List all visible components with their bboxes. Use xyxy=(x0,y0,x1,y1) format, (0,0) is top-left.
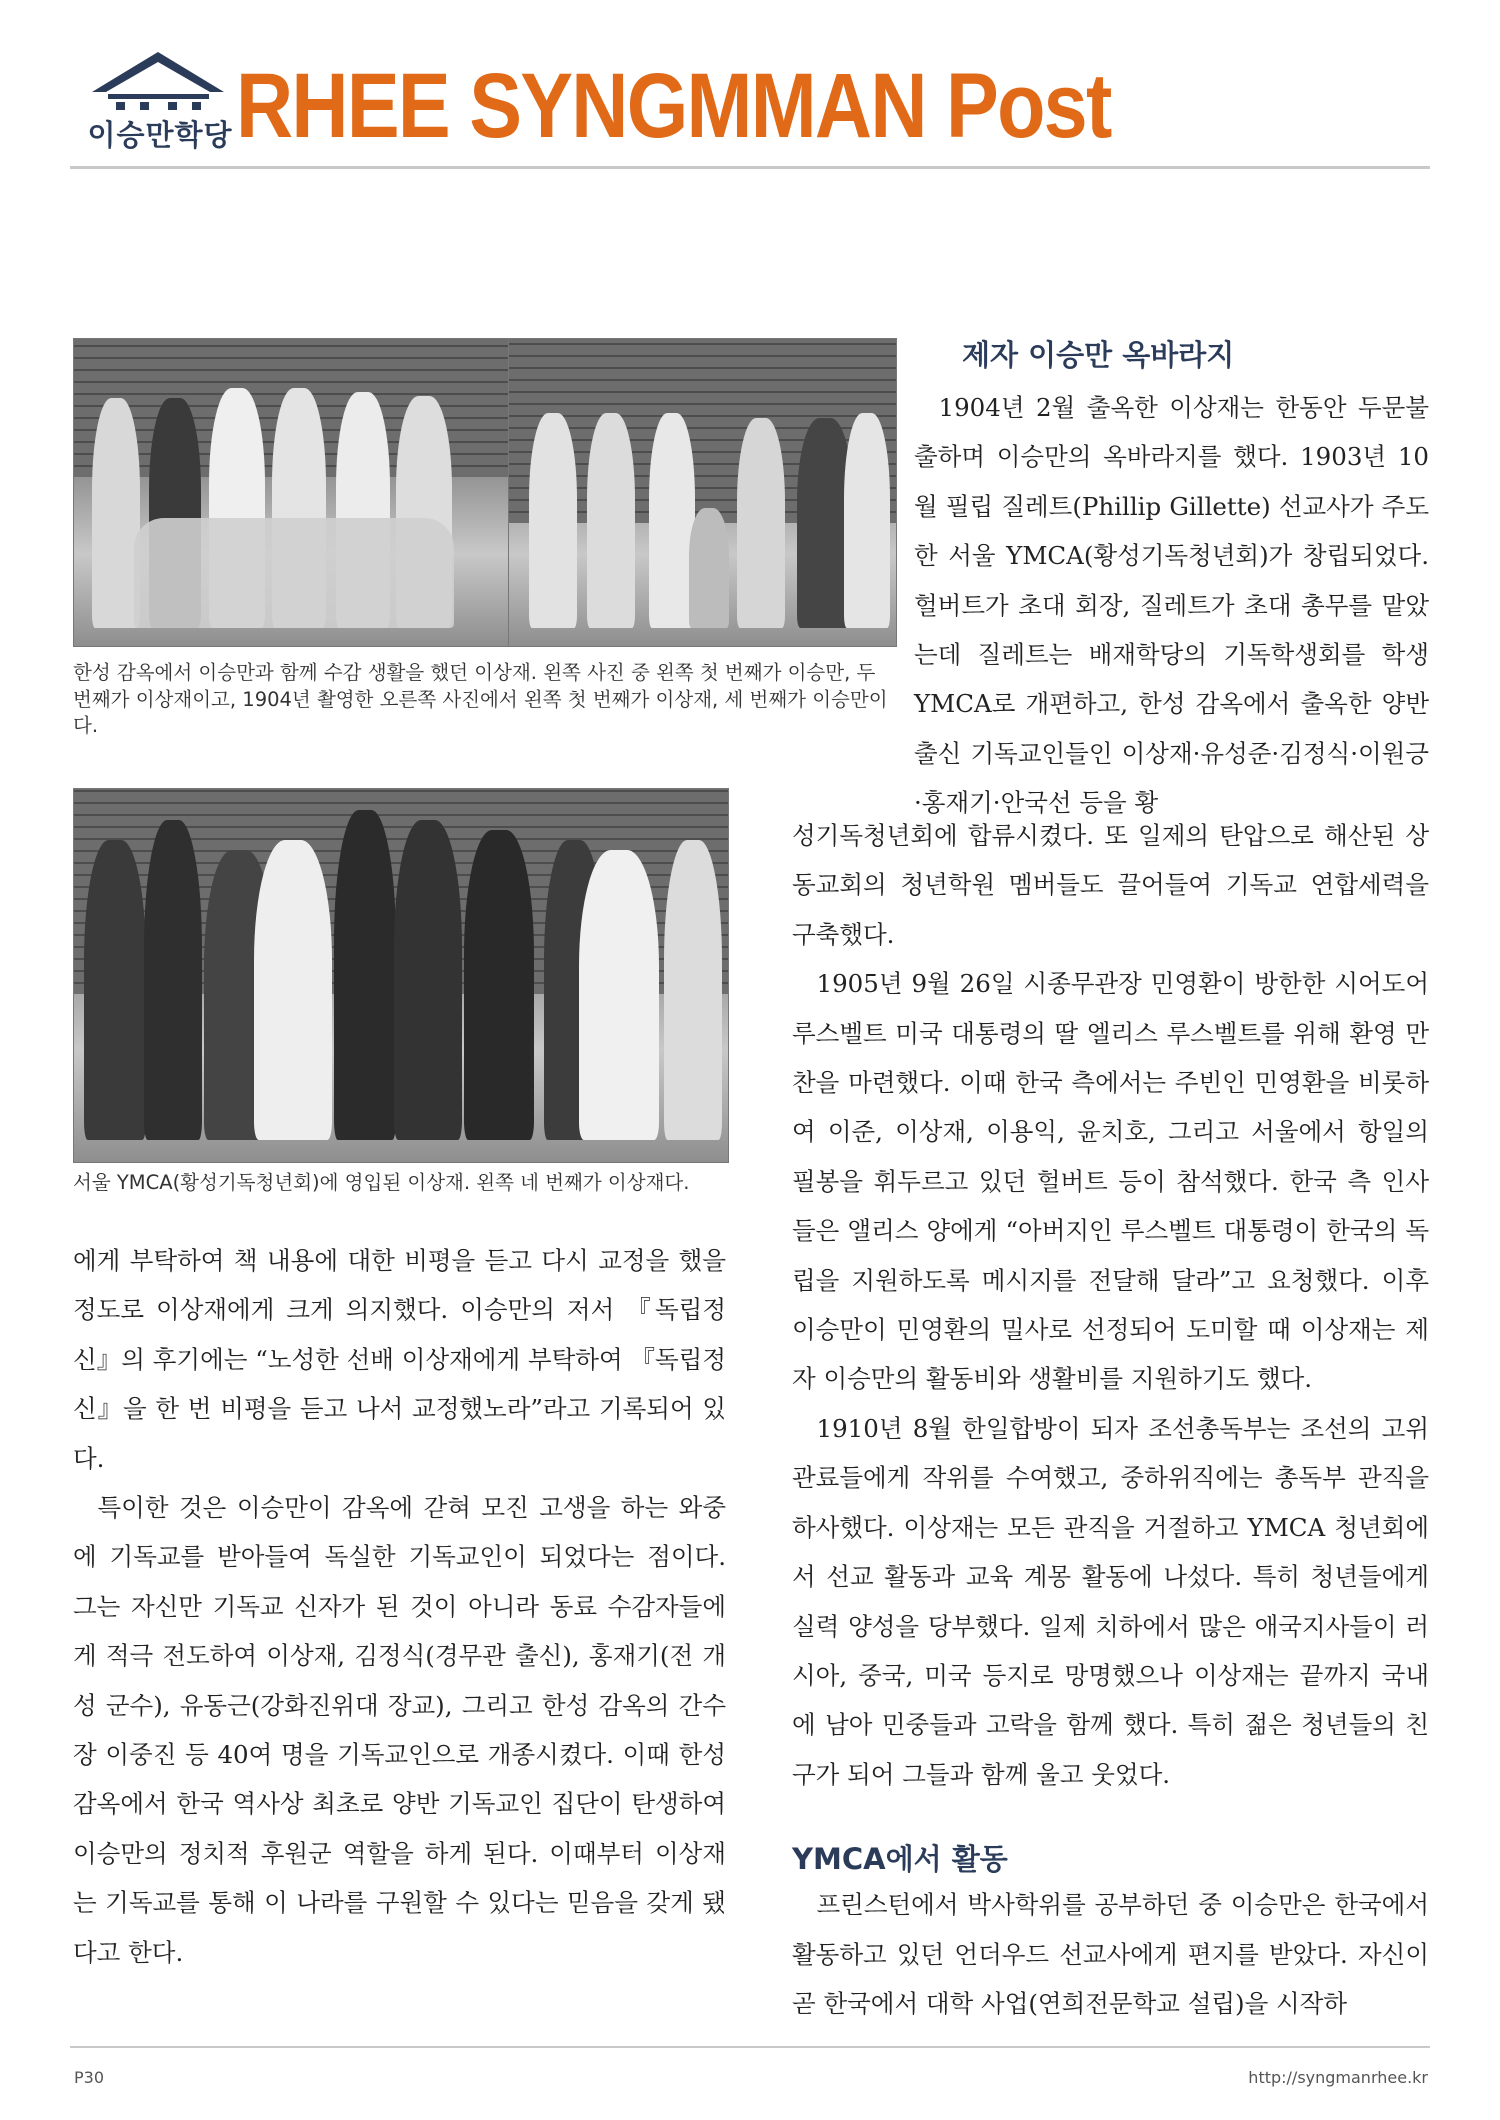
footer-url[interactable]: http://syngmanrhee.kr xyxy=(1248,2068,1428,2087)
right-paragraph-1-top: 1904년 2월 출옥한 이상재는 한동안 두문불출하며 이승만의 옥바라지를 했다. 1903년 10월 필립 질레트(Phillip Gillette) 선교사가 주도한 서울 YMCA(황성기독청년회)가 창립되었다. 헐버트가 초대 회장, 질레트가 초대 총무를 맡았는데 질레트는 배재학당의 기독학생회를 학생 YMCA로 개편하고, 한성 감옥에서 출옥한 양반 출신 기독교인들인 이상재·유성준·김정식·이원긍·홍재기·안국선 등을 황 xyxy=(914,393,1429,818)
left-paragraph-1: 에게 부탁하여 책 내용에 대한 비평을 듣고 다시 교정을 했을 정도로 이상재에게 크게 의지했다. 이승만의 저서 『독립정신』의 후기에는 “노성한 선배 이상재에게 부탁하여 『독립정신』을 한 번 비평을 듣고 나서 교정했노라”라고 기록되어 있다. xyxy=(73,1246,726,1473)
left-paragraph-2: 특이한 것은 이승만이 감옥에 갇혀 모진 고생을 하는 와중에 기독교를 받아들여 독실한 기독교인이 되었다는 점이다. 그는 자신만 기독교 신자가 된 것이 아니라 동료 수감자들에게 적극 전도하여 이상재, 김정식(경무관 출신), 홍재기(전 개성 군수), 유동근(강화진위대 장교), 그리고 한성 감옥의 간수장 이중진 등 40여 명을 기독교인으로 개종시켰다. 이때 한성 감옥에서 한국 역사상 최초로 양반 기독교인 집단이 탄생하여 이승만의 정치적 후원군 역할을 하게 된다. 이때부터 이상재는 기독교를 통해 이 나라를 구원할 수 있다는 믿음을 갖게 됐다고 한다. xyxy=(73,1493,726,1967)
section-heading-prison-support: 제자 이승만 옥바라지 xyxy=(962,338,1235,372)
right-paragraph-3: 1910년 8월 한일합방이 되자 조선총독부는 조선의 고위 관료들에게 작위를 수여했고, 중하위직에는 총독부 관직을 하사했다. 이상재는 모든 관직을 거절하고 YMCA 청년회에서 선교 활동과 교육 계몽 활동에 나섰다. 특히 청년들에게 실력 양성을 당부했다. 일제 치하에서 많은 애국지사들이 러시아, 중국, 미국 등지로 망명했으나 이상재는 끝까지 국내에 남아 민중들과 고락을 함께 했다. 특히 젊은 청년들의 친구가 되어 그들과 함께 울고 웃었다. xyxy=(792,1413,1429,1789)
footer-divider xyxy=(70,2046,1430,2048)
right-column-lower xyxy=(792,811,1429,2028)
right-paragraph-2: 1905년 9월 26일 시종무관장 민영환이 방한한 시어도어 루스벨트 미국 대통령의 딸 엘리스 루스벨트를 위해 환영 만찬을 마련했다. 이때 한국 측에서는 주빈인 민영환을 비롯하여 이준, 이상재, 이용익, 윤치호, 그리고 서울에서 항일의 필봉을 휘두르고 있던 헐버트 등이 참석했다. 한국 측 인사들은 앨리스 양에게 “아버지인 루스벨트 대통령이 한국의 독립을 지원하도록 메시지를 전달해 달라”고 요청했다. 이후 이승만이 민영환의 밀사로 선정되어 도미할 때 이상재는 제자 이승만의 활동비와 생활비를 지원하기도 했다. xyxy=(792,969,1429,1394)
photo1-caption: 한성 감옥에서 이승만과 함께 수감 생활을 했던 이상재. 왼쪽 사진 중 왼쪽 첫 번째가 이승만, 두 번째가 이상재이고, 1904년 촬영한 오른쪽 사진에서 왼쪽 첫 번째가 이상재, 세 번째가 이승만이다. xyxy=(73,661,888,738)
prison-photo-left xyxy=(73,338,510,647)
right-paragraph-1-rest: 성기독청년회에 합류시켰다. 또 일제의 탄압으로 해산된 상동교회의 청년학원 멤버들도 끌어들여 기독교 연합세력을 구축했다. xyxy=(792,821,1429,949)
photo2-caption: 서울 YMCA(황성기독청년회)에 영입된 이상재. 왼쪽 네 번째가 이상재다. xyxy=(73,1171,690,1194)
header-divider xyxy=(70,166,1430,169)
left-column xyxy=(73,1236,726,1977)
ymca-group-photo xyxy=(73,788,729,1163)
page-number: P30 xyxy=(74,2068,105,2087)
prison-photo-right xyxy=(508,338,897,647)
right-paragraph-4: 프린스턴에서 박사학위를 공부하던 중 이승만은 한국에서 활동하고 있던 언더우드 선교사에게 편지를 받았다. 자신이 곧 한국에서 대학 사업(연희전문학교 설립)을 시작하 xyxy=(792,1890,1429,2018)
section-heading-ymca: YMCA에서 활동 xyxy=(792,1842,1008,1877)
logo-text: 이승만학당 xyxy=(87,118,233,152)
page-title: RHEE SYNGMMAN Post xyxy=(236,55,1111,157)
